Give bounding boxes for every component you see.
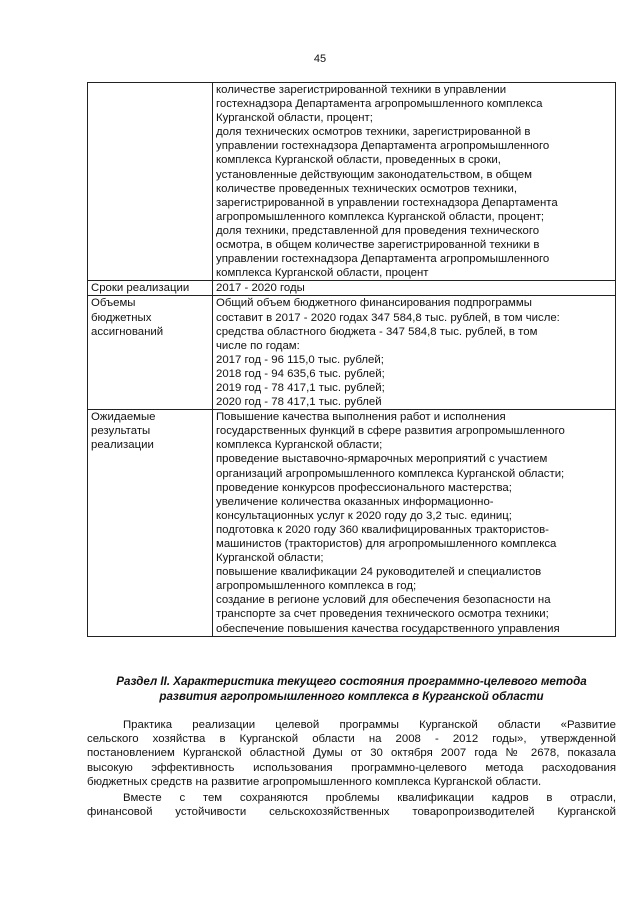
- text-line: подготовка к 2020 году 360 квалифицированных трактористов-: [216, 523, 549, 536]
- text-line: Повышение качества выполнения работ и исполнения: [216, 411, 506, 424]
- text-line: Курганской области, процент;: [216, 112, 373, 125]
- text-line: осмотра, в общем количестве зарегистрированной техники в: [216, 239, 540, 252]
- row-label: Ожидаемые: [91, 411, 156, 424]
- text-line: комплекса Курганской области;: [216, 439, 383, 452]
- text-line: Курганской области;: [216, 552, 324, 565]
- paragraph-line: финансовой устойчивости сельскохозяйственных товаропроизводителей Курганской: [87, 806, 616, 819]
- text-line: повышение квалификации 24 руководителей и специалистов: [216, 566, 542, 579]
- row-label: Сроки реализации: [91, 282, 190, 295]
- text-line: зарегистрированной в управлении гостехнадзора Департамента: [216, 196, 558, 209]
- text-line: машинистов (трактористов) для агропромышленного комплекса: [216, 538, 557, 550]
- heading-line: развития агропромышленного комплекса в Курганской области: [159, 690, 544, 703]
- table-row-terms: [88, 281, 616, 296]
- text-line: числе по годам:: [216, 339, 300, 352]
- text-line: организаций агропромышленного комплекса Курганской области;: [216, 467, 565, 480]
- paragraph-line: постановлением Курганской областной Думы от 30 октября 2007 года № 2678, показала: [87, 747, 616, 760]
- text-line: 2019 год - 78 417,1 тыс. рублей;: [216, 381, 385, 394]
- row-label: реализации: [91, 439, 154, 452]
- text-line: комплекса Курганской области, проведенных в сроки,: [216, 154, 501, 167]
- text-line: проведение выставочно-ярмарочных мероприятий с участием: [216, 453, 548, 466]
- paragraph-problems: [87, 791, 616, 819]
- row-value: 2017 - 2020 годы: [216, 282, 305, 295]
- table-row-results: [88, 410, 616, 637]
- text-line: агропромышленного комплекса в год;: [216, 580, 417, 593]
- text-line: транспорте за счет проведения технического осмотра техники;: [216, 608, 549, 621]
- text-line: доля технических осмотров техники, зарегистрированной в: [216, 126, 531, 139]
- text-line: управлении гостехнадзора Департамента агропромышленного: [216, 253, 550, 266]
- paragraph-line: Вместе с тем сохраняются проблемы квалификации кадров в отрасли,: [123, 792, 616, 804]
- paragraph-line: высокую эффективность использования программно-целевого метода расходования: [87, 761, 616, 774]
- text-line: установленные действующим законодательством, в общем: [216, 168, 532, 181]
- text-line: управлении гостехнадзора Департамента агропромышленного: [216, 140, 550, 153]
- text-line: Общий объем бюджетного финансирования подпрограммы: [216, 297, 532, 310]
- text-line: 2020 год - 78 417,1 тыс. рублей: [216, 396, 382, 409]
- text-line: доля техники, представленной для проведения технического: [216, 224, 540, 237]
- label-cell-budget: [88, 296, 213, 410]
- label-cell-results: [88, 410, 213, 637]
- program-passport-table: [87, 82, 616, 637]
- text-line: проведение конкурсов профессионального мастерства;: [216, 481, 512, 494]
- text-line: комплекса Курганской области, процент: [216, 267, 429, 280]
- text-line: средства областного бюджета - 347 584,8 тыс. рублей, в том: [216, 325, 538, 338]
- text-line: увеличение количества оказанных информационно-: [216, 495, 494, 508]
- row-label: результаты: [91, 425, 151, 438]
- text-line: количестве проведенных технических осмотров техники,: [216, 182, 518, 195]
- paragraph-practice: [87, 718, 616, 789]
- section-heading: [87, 674, 616, 704]
- value-cell-indicators: [213, 83, 616, 281]
- paragraph-line: сельского хозяйства в Курганской области на 2008 - 2012 годы», утвержденной: [87, 733, 616, 746]
- text-line: 2017 год - 96 115,0 тыс. рублей;: [216, 353, 384, 366]
- text-line: обеспечение повышения качества государственного управления: [216, 622, 560, 635]
- text-line: создание в регионе условий для обеспечения безопасности на: [216, 594, 551, 607]
- value-cell-results: [213, 410, 616, 637]
- text-line: гостехнадзора Департамента агропромышленного комплекса: [216, 98, 543, 111]
- table-row-budget: [88, 296, 616, 410]
- paragraph-line: бюджетных средств на развитие агропромышленного комплекса Курганской области.: [87, 775, 542, 788]
- table-row-continuation: [88, 83, 616, 281]
- heading-line: Раздел II. Характеристика текущего состояния программно-целевого метода: [116, 675, 587, 688]
- label-cell-terms: [88, 281, 213, 296]
- text-line: консультационных услуг к 2020 году до 3,2 тыс. единиц;: [216, 509, 512, 522]
- text-line: агропромышленного комплекса Курганской области, процент;: [216, 210, 545, 223]
- page-number: 45: [313, 53, 327, 65]
- text-line: государственных функций в сфере развития агропромышленного: [216, 425, 565, 438]
- value-cell-terms: [213, 281, 616, 296]
- text-line: количестве зарегистрированной техники в управлении: [216, 84, 507, 96]
- text-line: составит в 2017 - 2020 годах 347 584,8 тыс. рублей, в том числе:: [216, 311, 560, 324]
- row-label: бюджетных: [91, 311, 152, 324]
- label-cell-empty: [88, 83, 213, 281]
- row-label: Объемы: [91, 297, 136, 310]
- value-cell-budget: [213, 296, 616, 410]
- row-label: ассигнований: [91, 325, 164, 338]
- text-line: 2018 год - 94 635,6 тыс. рублей;: [216, 367, 385, 380]
- paragraph-line: Практика реализации целевой программы Курганской области «Развитие: [123, 719, 616, 731]
